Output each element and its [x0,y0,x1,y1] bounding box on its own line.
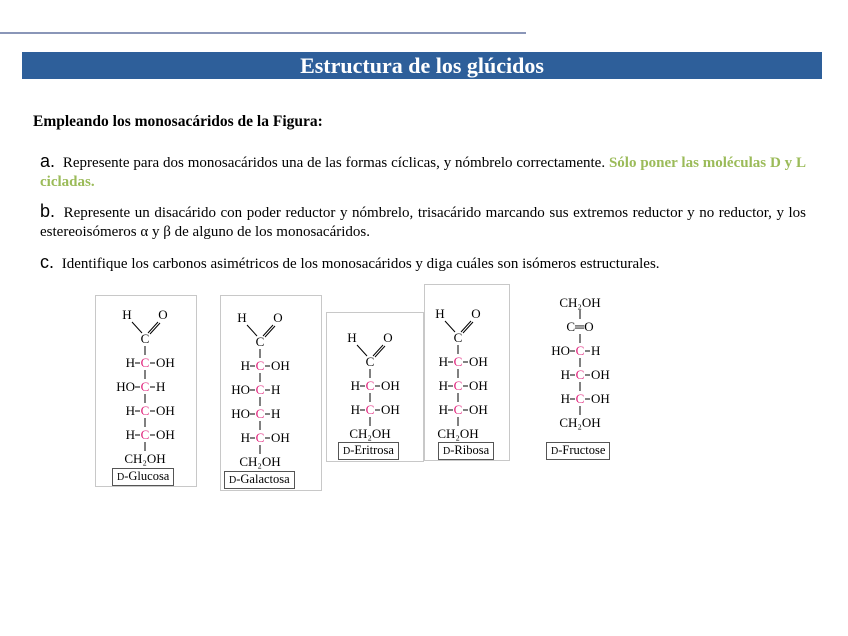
right-substituent: OH [469,354,488,369]
label-prefix: D [229,475,237,486]
right-substituent: H [591,343,601,358]
aldehyde-carbon: C [255,334,265,349]
left-substituent: HO [231,382,250,397]
label-suffix: -Eritrosa [350,443,394,457]
left-substituent: HO [551,343,570,358]
structure-label [546,442,610,460]
item-text: Represente para dos monosacáridos una de las formas cíclicas, y nómbrelo correctamente. [62,155,606,171]
chiral-carbon: C [453,402,463,417]
left-substituent: H [438,402,448,417]
item-letter: a. [40,151,56,171]
chiral-carbon: C [255,382,265,397]
item-highlight: Sólo poner las moléculas D y L cicladas. [40,155,807,190]
structure-label [112,468,174,486]
chiral-carbon: C [140,403,150,418]
bottom-group: CH₂OH [124,451,166,466]
label-suffix: -Glucosa [124,469,170,483]
chiral-carbon: C [140,427,150,442]
right-substituent: OH [271,358,290,373]
question-item-c [40,253,806,274]
right-substituent: OH [591,367,610,382]
right-substituent: OH [156,403,175,418]
left-substituent: H [125,403,135,418]
aldehyde-carbon: C [365,354,375,369]
aldehyde-h: H [347,330,357,345]
label-suffix: -Ribosa [450,443,490,457]
chiral-carbon: C [365,402,375,417]
intro-heading: Empleando los monosacáridos de la Figura: [33,113,323,130]
left-substituent: HO [116,379,135,394]
right-substituent: H [156,379,166,394]
label-prefix: D [117,472,125,483]
right-substituent: OH [469,402,488,417]
aldehyde-h: H [237,310,247,325]
chiral-carbon: C [365,378,375,393]
top-group: CH₂OH [559,295,601,310]
bottom-group: CH₂OH [559,415,601,430]
structure-label [438,442,494,460]
left-substituent: H [350,378,360,393]
keto-group: C═O [566,319,594,334]
question-item-a [40,152,806,192]
chiral-carbon: C [255,430,265,445]
right-substituent: OH [156,355,175,370]
aldehyde-h: H [435,306,445,321]
top-divider-line [0,32,526,34]
chiral-carbon: C [255,358,265,373]
page-title: Estructura de los glúcidos [22,52,822,79]
right-substituent: OH [381,378,400,393]
aldehyde-carbon: C [140,331,150,346]
right-substituent: OH [591,391,610,406]
item-letter: b. [40,201,56,221]
right-substituent: OH [271,430,290,445]
left-substituent: H [438,378,448,393]
chiral-carbon: C [453,378,463,393]
aldehyde-h: H [122,307,132,322]
chiral-carbon: C [453,354,463,369]
aldehyde-o: O [158,307,168,322]
label-suffix: -Galactosa [236,472,290,486]
item-letter: c. [40,252,55,272]
left-substituent: HO [231,406,250,421]
chiral-carbon: C [575,391,585,406]
left-substituent: H [125,427,135,442]
left-substituent: H [438,354,448,369]
label-prefix: D [343,446,351,457]
right-substituent: H [271,382,281,397]
aldehyde-o: O [383,330,393,345]
item-text: Identifique los carbonos asimétricos de los monosacáridos y diga cuáles son isómeros estructurales. [61,256,660,272]
bottom-group: CH₂OH [437,426,479,441]
left-substituent: H [350,402,360,417]
structure-label [224,471,295,489]
left-substituent: H [125,355,135,370]
left-substituent: H [560,367,570,382]
aldehyde-o: O [471,306,481,321]
right-substituent: OH [381,402,400,417]
chiral-carbon: C [575,343,585,358]
left-substituent: H [560,391,570,406]
bottom-group: CH₂OH [239,454,281,469]
question-item-b [40,202,806,242]
chiral-carbon: C [575,367,585,382]
item-text: Represente un disacárido con poder reductor y nómbrelo, trisacárido marcando sus extremos reductor y no reductor, y los estereoisómeros α y β de alguno de los monosacáridos. [40,205,807,240]
left-substituent: H [240,358,250,373]
bottom-group: CH₂OH [349,426,391,441]
aldehyde-o: O [273,310,283,325]
aldehyde-carbon: C [453,330,463,345]
label-prefix: D [551,446,559,457]
label-prefix: D [443,446,451,457]
right-substituent: OH [469,378,488,393]
right-substituent: H [271,406,281,421]
right-substituent: OH [156,427,175,442]
left-substituent: H [240,430,250,445]
label-suffix: -Fructose [558,443,606,457]
chiral-carbon: C [140,355,150,370]
chiral-carbon: C [140,379,150,394]
chiral-carbon: C [255,406,265,421]
